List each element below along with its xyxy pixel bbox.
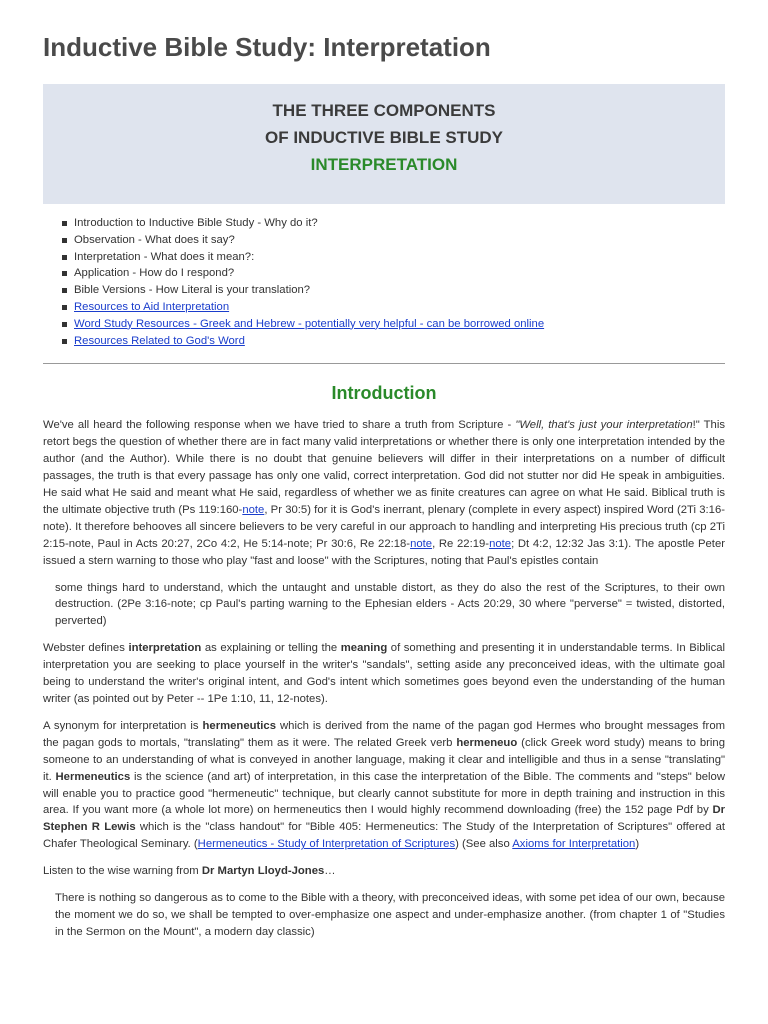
text: , Pr 30:5) for it is God's inerrant, plenary (complete in every aspect) inspired Word (2Ti 3:16-note). It therefore behooves all sincere believers to be very careful in our approach to handling and interpreting His precious truth (cp 2Ti 2:15-note, Paul in Acts 20:27, 2Co 4:2, He 5:14-note; Pr 30:6, Re 22:18- [43,503,725,550]
banner-line-1: THE THREE COMPONENTS [272,101,496,120]
link-hermeneutics-study[interactable]: Hermeneutics - Study of Interpretation of Scriptures [197,838,456,851]
bullet-icon [62,288,67,293]
banner-line-2: OF INDUCTIVE BIBLE STUDY [264,128,503,147]
paragraph-warning-intro [43,863,725,880]
page-title: Inductive Bible Study: Interpretation [43,32,491,62]
bullet-icon [62,255,67,260]
bullet-icon [62,271,67,276]
paragraph-hermeneutics [43,718,725,853]
banner-line-3: INTERPRETATION [310,155,458,174]
bold-term: hermeneuo [456,736,518,749]
text: which is derived from the name of the pagan god Hermes who brought messages from the pagan gods to mortals, "translating" them as it were. The related Greek verb [43,719,726,749]
block-quote-peter: some things hard to understand, which the untaught and unstable distort, as they do also the rest of the Scriptures, to their own destruction. (2Pe 3:16-note; cp Paul's parting warning to the Ephesian elders - Acts 20:29, 30 where "perverse" = twisted, distorted, perverted) [55,581,725,628]
text: is the science (and art) of interpretation, in this case the interpretation of the Bible. The comments and "steps" below will enable you to practice good "hermeneutic" technique, but clearly cannot substitute for more in depth training and instruction in this area. If you want more (a whole lot more) on hermeneutics then I would highly recommend downloading (free) the 152 page Pdf by [43,770,725,817]
bullet-icon [62,339,67,344]
toc-item [62,282,725,299]
text: Webster defines [43,642,129,655]
text: … [324,865,336,878]
toc-item [62,215,725,232]
table-of-contents [43,215,725,349]
bold-term: interpretation [128,642,202,655]
text: Listen to the wise warning from [43,865,202,878]
title-banner [43,84,725,204]
note-link-re22-19[interactable]: note [489,537,512,550]
bold-author: Dr Stephen R Lewis [43,804,725,834]
bullet-icon [62,305,67,310]
text: which is the "class handout" for "Bible 405: Hermeneutics: The Study of the Interpretation of Scriptures" offered at Chafer Theological Seminary. ( [43,821,725,851]
bold-term: Hermeneutics [55,770,131,783]
toc-link-word-study-resources[interactable]: Word Study Resources - Greek and Hebrew - potentially very helpful - can be borrowed online [74,317,545,330]
section-heading: Introduction [331,383,437,404]
toc-item-label: Application - How do I respond? [74,267,235,280]
toc-link-resources-gods-word[interactable]: Resources Related to God's Word [74,334,245,347]
toc-item [62,249,725,266]
text: A synonym for interpretation is [43,719,203,732]
divider [43,363,725,364]
text: !" This retort begs the question of whether there are in fact many valid interpretations or whether there is only one interpretation intended by the author (and the Author). While there is no doubt that genuine believers will differ in their interpretations on a number of difficult passages, the truth is that every passage has only one valid, correct interpretation. God did not stutter nor did He speak in ambiguities. He said what He said and meant what He said, regardless of whether we as finite creatures can agree on what He said. Biblical truth is the ultimate objective truth (Ps 119:160- [43,419,725,516]
toc-item-label: Bible Versions - How Literal is your translation? [74,284,311,297]
toc-item [62,333,725,350]
bullet-icon [62,221,67,226]
bullet-icon [62,238,67,243]
text: ) [635,838,640,851]
toc-item-label: Observation - What does it say? [74,233,235,246]
text: of something and presenting it in understandable terms. In Biblical interpretation you are seeking to place yourself in the writer's "sandals", setting aside any preconceived ideas, with the ultimate goal being to understand the writer's original intent, and God's intent which sometimes goes beyond even the understanding of the human writer (as pointed out by Peter -- 1Pe 1:10, 11, 12-notes). [43,642,726,705]
text: ) (See also [455,838,513,851]
text: , Re 22:19- [432,537,490,550]
toc-link-resources-interpretation[interactable]: Resources to Aid Interpretation [74,300,230,313]
toc-item-label: Interpretation - What does it mean?: [74,250,255,263]
paragraph-webster [43,640,725,708]
block-quote-lloyd-jones: There is nothing so dangerous as to come to the Bible with a theory, with preconceived ideas, with some pet idea of our own, because the moment we do so, we shall be tempted to over-emphasize one aspect and under-emphasize another. (from chapter 1 of "Studies in the Sermon on the Mount", a modern day classic) [55,892,725,938]
link-axioms-interpretation[interactable]: Axioms for Interpretation [512,838,636,851]
text: ; Dt 4:2, 12:32 Jas 3:1). The apostle Peter issued a stern warning to those who play "fast and loose" with the Scriptures, noting that Paul's epistles contain [43,537,725,567]
bold-term: meaning [340,642,388,655]
toc-item-label: Introduction to Inductive Bible Study - Why do it? [74,217,318,229]
toc-item [62,232,725,249]
toc-item [62,265,725,282]
text: (click Greek word study) means to bring someone to an understanding of what is conveyed in another language, making it clear and intelligible and thus in a sense "translating" it. [43,736,725,783]
text: We've all heard the following response when we have tried to share a truth from Scripture - [43,419,516,432]
toc-item [62,299,725,316]
bold-term: hermeneutics [202,719,276,732]
note-link-ps119[interactable]: note [242,503,265,516]
toc-item [62,316,725,333]
text: as explaining or telling the [201,642,341,655]
note-link-re22-18[interactable]: note [410,537,433,550]
bold-author: Dr Martyn Lloyd-Jones [201,865,325,878]
quoted-phrase: "Well, that's just your interpretation [515,419,693,432]
paragraph-intro [43,417,725,569]
bullet-icon [62,322,67,327]
